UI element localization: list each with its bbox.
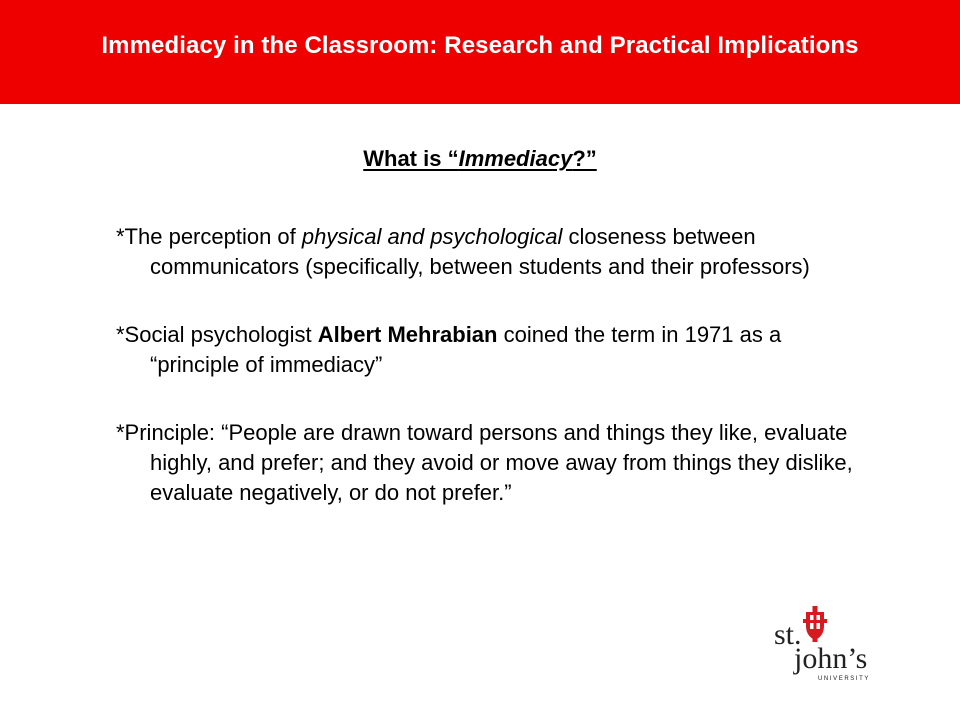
bullet-definition-prefix: *The perception of — [116, 224, 302, 249]
bullet-origin-name: Albert Mehrabian — [317, 322, 498, 347]
bullet-definition-suffix: closeness between communicators (specifically, between students and their professors) — [150, 224, 810, 279]
st-johns-university-logo — [772, 606, 882, 686]
subtitle-prefix: What is “ — [363, 146, 459, 171]
slide-body — [116, 222, 876, 546]
bullet-origin — [116, 320, 876, 380]
slide-subtitle — [0, 146, 960, 172]
bullet-principle: *Principle: “People are drawn toward persons and things they like, evaluate highly, and prefer; and they avoid or move away from things they dislike, evaluate negatively, or do not prefer.” — [116, 420, 853, 505]
shield-cross-icon — [803, 606, 827, 642]
subtitle-suffix: ?” — [572, 146, 597, 171]
bullet-definition-italic: physical and psychological — [301, 224, 563, 249]
bullet-origin-suffix: coined the term in 1971 as a “principle of immediacy” — [150, 322, 782, 377]
logo-line-university: UNIVERSITY — [818, 676, 871, 682]
title-bar — [0, 0, 960, 104]
slide-title: Immediacy in the Classroom: Research and Practical Implications — [101, 32, 859, 59]
bullet-origin-prefix: *Social psychologist — [116, 322, 318, 347]
logo-line-johns: john’s — [794, 642, 868, 675]
bullet-definition — [116, 222, 876, 282]
logo-line-st: st. — [774, 618, 802, 651]
subtitle-italic: Immediacy — [458, 146, 573, 171]
